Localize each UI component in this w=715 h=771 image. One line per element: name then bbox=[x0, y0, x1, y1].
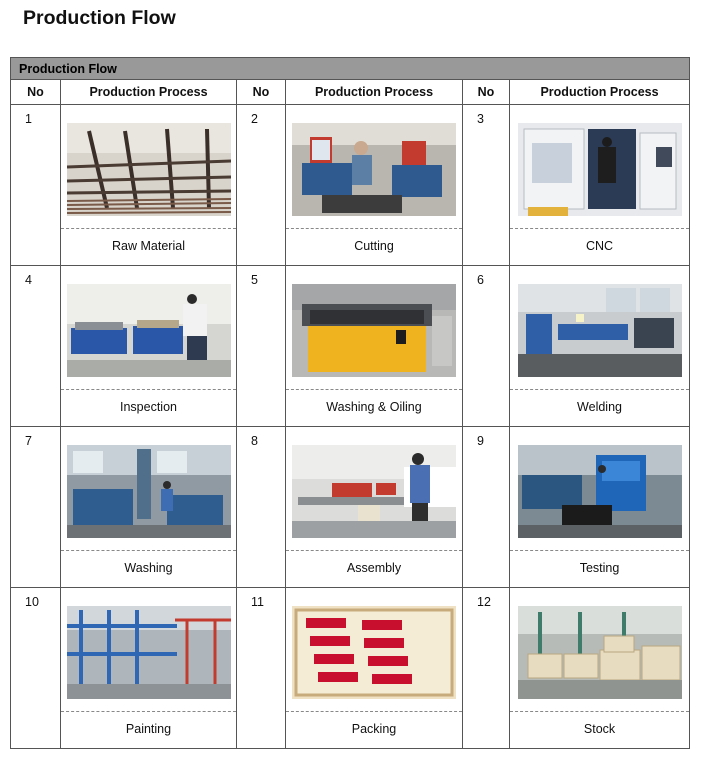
table-row bbox=[11, 588, 690, 749]
process-cell bbox=[286, 427, 463, 588]
painting-photo bbox=[67, 606, 231, 699]
step-number: 5 bbox=[237, 266, 286, 427]
step-number: 8 bbox=[237, 427, 286, 588]
table-row bbox=[11, 266, 690, 427]
step-number: 4 bbox=[11, 266, 61, 427]
process-cell bbox=[510, 266, 690, 427]
process-cell bbox=[61, 105, 237, 266]
page-title: Production Flow bbox=[23, 7, 176, 29]
packing-photo bbox=[292, 606, 456, 699]
process-cell bbox=[510, 105, 690, 266]
process-cell bbox=[61, 588, 237, 749]
table-section-title: Production Flow bbox=[11, 58, 690, 80]
production-flow-table bbox=[10, 57, 690, 749]
column-header-process: Production Process bbox=[510, 80, 690, 105]
process-cell bbox=[61, 266, 237, 427]
washing-photo bbox=[67, 445, 231, 538]
process-cell bbox=[61, 427, 237, 588]
process-label: Raw Material bbox=[112, 239, 185, 253]
testing-photo bbox=[518, 445, 682, 538]
step-number: 7 bbox=[11, 427, 61, 588]
washing-oiling-photo bbox=[292, 284, 456, 377]
column-header-process: Production Process bbox=[61, 80, 237, 105]
assembly-photo bbox=[292, 445, 456, 538]
welding-photo bbox=[518, 284, 682, 377]
step-number: 1 bbox=[11, 105, 61, 266]
process-cell bbox=[286, 266, 463, 427]
process-label: Inspection bbox=[120, 400, 177, 414]
step-number: 6 bbox=[463, 266, 510, 427]
step-number: 11 bbox=[237, 588, 286, 749]
step-number: 3 bbox=[463, 105, 510, 266]
step-number: 12 bbox=[463, 588, 510, 749]
column-header-no: No bbox=[463, 80, 510, 105]
process-label: Washing & Oiling bbox=[326, 400, 422, 414]
process-cell bbox=[510, 588, 690, 749]
cutting-photo bbox=[292, 123, 456, 216]
process-label: Washing bbox=[124, 561, 173, 575]
column-header-no: No bbox=[237, 80, 286, 105]
column-header-process: Production Process bbox=[286, 80, 463, 105]
step-number: 10 bbox=[11, 588, 61, 749]
process-label: Testing bbox=[579, 561, 620, 575]
process-label: Cutting bbox=[354, 239, 394, 253]
process-label: Welding bbox=[577, 400, 622, 414]
table-row bbox=[11, 105, 690, 266]
raw-material-photo bbox=[67, 123, 231, 216]
step-number: 2 bbox=[237, 105, 286, 266]
process-label: Stock bbox=[583, 722, 616, 736]
inspection-photo bbox=[67, 284, 231, 377]
step-number: 9 bbox=[463, 427, 510, 588]
process-cell bbox=[286, 588, 463, 749]
process-cell bbox=[510, 427, 690, 588]
process-cell bbox=[286, 105, 463, 266]
cnc-photo bbox=[518, 123, 682, 216]
process-label: CNC bbox=[585, 239, 614, 253]
process-label: Assembly bbox=[346, 561, 402, 575]
process-label: Packing bbox=[351, 722, 397, 736]
table-row bbox=[11, 427, 690, 588]
column-header-no: No bbox=[11, 80, 61, 105]
process-label: Painting bbox=[125, 722, 172, 736]
stock-photo bbox=[518, 606, 682, 699]
